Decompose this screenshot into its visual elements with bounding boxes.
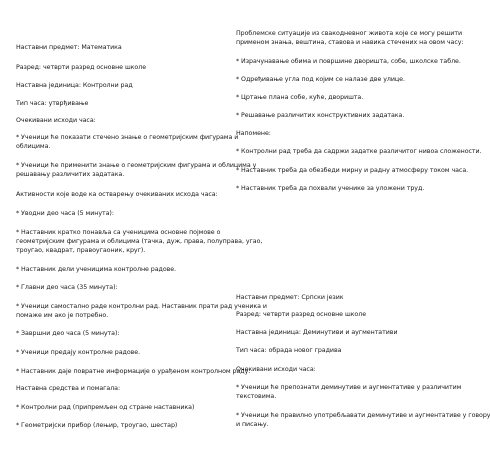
text-line: * Контролни рад треба да садржи задатке различитог нивоа сложености. (236, 148, 482, 155)
text-line: * Решавање различитих конструктивних задатака. (236, 112, 405, 119)
text-line: * Ученици ће правилно употребљавати деминутиве и аугментативе у говору (236, 412, 490, 419)
text-line: решавању различитих задатака. (16, 171, 125, 178)
text-line: Напомене: (236, 130, 271, 137)
text-line: Тип часа: утврђивање (16, 100, 89, 107)
text-line: Очекивани исходи часа: (236, 366, 316, 373)
text-line: текстовима. (236, 393, 277, 400)
text-line: * Геометријски прибор (лењир, троугао, шестар) (16, 422, 178, 429)
text-line: * Ученици ће показати стечено знање о геометријским фигурама и (16, 134, 239, 141)
text-line: * Уводни део часа (5 минута): (16, 210, 114, 217)
text-line: Проблемске ситуације из свакодневног живота које се могу решити (236, 30, 462, 37)
text-line: * Цртање плана собе, куће, дворишта. (236, 94, 364, 101)
text-line: * Ученици самостално раде контролни рад. Наставник прати рад ученика и (16, 303, 267, 310)
text-line: Наставна јединица: Контролни рад (16, 82, 133, 89)
text-line: * Ученици предају контролне радове. (16, 349, 141, 356)
text-line: Очекивани исходи часа: (16, 117, 96, 124)
text-line: * Израчунавање обима и површине дворишта, собе, школске табле. (236, 58, 461, 65)
text-line: и писању. (236, 421, 269, 428)
text-line: Разред: четврти разред основне школе (16, 64, 147, 71)
text-line: * Наставник треба да похвали ученике за уложени труд. (236, 185, 425, 192)
text-line: Наставна средства и помагала: (16, 385, 121, 392)
text-line: геометријским фигурама и облицима (тачка, дуж, права, полуправа, угао, (16, 238, 263, 245)
text-line: * Завршни део часа (5 минута): (16, 330, 120, 337)
text-line: * Одређивање угла под којим се налазе две улице. (236, 76, 405, 83)
text-line: * Наставник кратко понавља са ученицима основне појмове о (16, 229, 221, 236)
text-line: * Контролни рад (припремљен од стране наставника) (16, 404, 195, 411)
text-line: троугао, квадрат, правоугаоник, круг). (16, 247, 146, 254)
text-line: * Ученици ће препознати деминутиве и аугментативе у различитим (236, 384, 462, 391)
text-line: * Наставник дели ученицима контролне радове. (16, 266, 177, 273)
text-line: Тип часа: обрада новог градива (236, 347, 342, 354)
text-line: * Наставник даје повратне информације о урађеном контролном раду. (16, 368, 251, 375)
text-line: Наставни предмет: Математика (16, 44, 122, 51)
text-line: Разред: четврти разред основне школе (236, 311, 367, 318)
text-line: применом знања, вештина, ставова и навика стечених на овом часу: (236, 39, 464, 46)
text-line: Наставна јединица: Деминутиви и аугментативи (236, 329, 398, 336)
text-line: Активности које воде ка остварењу очекиваних исхода часа: (16, 191, 218, 198)
text-line: Наставни предмет: Српски језик (236, 294, 344, 301)
text-line: * Ученици ће применити знање о геометријским фигурама и облицима у (16, 162, 257, 169)
text-line: помаже им ако је потребно. (16, 312, 109, 319)
text-line: * Главни део часа (35 минута): (16, 284, 118, 291)
text-line: облицима. (16, 143, 51, 150)
text-line: * Наставник треба да обезбеди мирну и радну атмосферу током часа. (236, 167, 469, 174)
